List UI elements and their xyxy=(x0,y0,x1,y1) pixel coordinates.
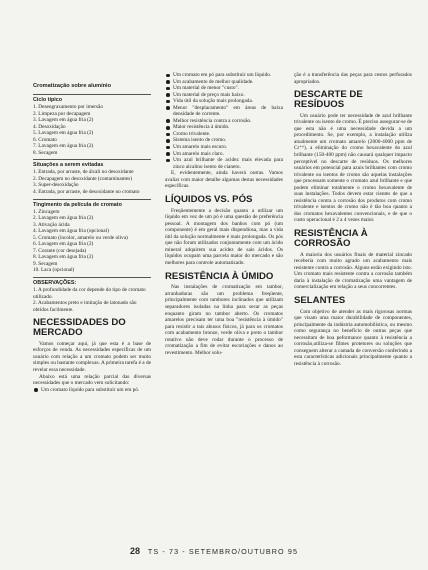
bullet-icon xyxy=(166,126,170,130)
bullet-text: Um material de preço mais baixo. xyxy=(173,91,245,98)
bullet-text: Um amarelo mais escuro. xyxy=(173,144,228,151)
info-box-line: 6. Cromato xyxy=(33,136,57,143)
page-number: 28 xyxy=(129,546,140,556)
section-heading: Cromatização sobre alumínio xyxy=(33,83,112,89)
info-box-line: 2. Acabamentos preto e imitação de latonado são obtidos facilmente. xyxy=(33,300,137,313)
bullet-icon xyxy=(34,388,38,392)
bullet-icon xyxy=(166,80,170,84)
bullet-icon xyxy=(166,146,170,150)
info-box-title: Situações a serem evitadas xyxy=(33,162,104,169)
bullet-text: Sistema isento de cromo. xyxy=(173,137,227,144)
bullet-icon xyxy=(166,87,170,91)
bullet-item xyxy=(165,105,283,118)
info-box-line: 1. Zincagem xyxy=(33,208,60,215)
body-paragraph: Abaixo está uma relação parcial das diversas necessidades que o mercado vem solicitando: xyxy=(33,373,151,387)
info-box-line: 2. Limpeza por decapagem xyxy=(33,110,91,117)
info-box-line: 2. Decapagem no desoxidante (contaminantes) xyxy=(33,175,132,182)
info-box-line: 3. Lavagem em água fria (2) xyxy=(33,117,94,124)
article-subheading: DESCARTE DE RESÍDUOS xyxy=(294,89,363,110)
info-box-title: Tingimento da película de cromato xyxy=(33,201,122,208)
bullet-text: Menor "desplacamento" em áreas de baixa densidade de corrente. xyxy=(173,104,283,118)
bullet-text: Melhor resistência contra a corrosão. xyxy=(173,117,252,124)
article-subheading: NECESSIDADES DO MERCADO xyxy=(33,317,126,339)
info-box-line: 1. Desengraxamento por imersão xyxy=(33,104,104,110)
body-paragraph: E, evidentemente, ainda haverá outras. Vamos avaliar com maior detalhe algumas destas necessidades específicas. xyxy=(165,170,283,190)
body-paragraph: Com objetivo de atender as mais rigorosas normas que visam uma maior durabilidade de componentes, principalmente da indústria automobilística, ou mesmo como segurança no benefício de outras peças que necessitam de boa peformance quanto à resistência a corrosão,utiliza-se filmes protetores ou soluções que conseguem alterar a camada de conversão conferindo a esta características adicionais principalmente quanto a resistência à corrosão. xyxy=(294,308,412,368)
info-box-line: 1. A profundidade da cor depende do tipo de cromato utilizado. xyxy=(33,287,146,300)
article-subheading: LÍQUIDOS VS. PÓS xyxy=(165,193,253,205)
spacer xyxy=(33,90,151,93)
page-footer xyxy=(0,546,428,556)
info-box-title: Ciclo típico xyxy=(33,97,63,103)
bullet-icon xyxy=(166,100,170,104)
info-box xyxy=(33,277,151,313)
info-box-line: 7. Corante (cor desejada) xyxy=(33,247,87,254)
bullet-icon xyxy=(166,93,170,97)
article-subheading: SELANTES xyxy=(294,294,346,306)
info-box-line: 6. Lavagem em água fria (2) xyxy=(33,241,94,248)
text-column-3 xyxy=(294,72,412,528)
bullet-item xyxy=(165,157,283,170)
body-paragraph: Um usuário pode ter necessidade de azul brilhante trivalente ou isento de cromo. É preciso assegurar-se de que esta não é uma necessidade devida a um procedimento. Se, por exemplo, a instalação utiliza atualmente um cromato amarelo (2000-4000 ppm de Cr⁺⁶), a eliminação do cromo hexavalente do azul brilhante (150-400 ppm) não causará qualquer impacto perceptível no descarte de resíduos. Os melhores usuários em potencial para azuis brilhantes com cromo trivalente ou isentos de cromo são aquelas instalações que processam somente o cromato azul brilhante e que podem eliminar totalmente o cromo hexavalente de suas instalações. Todos devem estar cientes de que a resistência contra a corrosão dos produtos com cromo trivalente e isentos de cromo não é tão boa quanto a dos cromatos hexavalentes convencionais, e de que o custo operacional é 2 a 4 vezes maior. xyxy=(294,112,412,224)
info-box-line: 9. Secagem xyxy=(33,260,58,267)
text-column-2 xyxy=(165,72,283,528)
info-box xyxy=(33,94,151,156)
box-rule xyxy=(33,277,151,278)
bullet-icon xyxy=(166,74,170,78)
body-paragraph: A maioria dos usuários finais de material zincado receberia com muito agrado um acabamento mais resistente contra a corrosão. Alguns estão exigindo isto. Um cromato mais resistente contra a corrosão também daria à instalação de cromatização uma vantagem de comercialização em relação a seus concorrentes. xyxy=(294,251,412,291)
text-column-1 xyxy=(33,83,151,528)
body-paragraph: ção é a transferência das peças para cestos perfurados apropriados. xyxy=(294,72,412,85)
info-box xyxy=(33,159,151,195)
info-box-line: 5. Cromato (incolor, amarelo ou verde oliva) xyxy=(33,234,128,241)
article-subheading: RESISTÊNCIA À ÚMIDO xyxy=(165,270,274,282)
issue-info: TS - 73 - SETEMBRO/OUTUBRO 95 xyxy=(147,547,299,556)
bullet-icon xyxy=(166,106,170,110)
bullet-text: Um acabamento de melhor qualidade. xyxy=(173,78,254,85)
info-box-line: 5. Lavagem em água fria (2) xyxy=(33,130,94,137)
bullet-text: Um azul brilhante de acidez mais elevada para zinco alcalino isento de cianeto. xyxy=(173,157,283,170)
bullet-icon xyxy=(166,139,170,143)
box-rule xyxy=(33,159,151,160)
info-box-line: 3. Ativação ácida xyxy=(33,221,70,228)
info-box-line: 10. Laca (opcional) xyxy=(33,267,75,274)
bullet-text: Um amarelo mais claro. xyxy=(173,150,224,157)
bullet-text: Cromo trivalente. xyxy=(173,130,211,137)
info-box-title: OBSERVAÇÕES: xyxy=(33,280,77,287)
info-box-line: 1. Entrada, por arraste, de álcali no desoxidante xyxy=(33,169,134,176)
bullet-icon xyxy=(166,152,170,156)
info-box-line: 2. Lavagem em água fria (2) xyxy=(33,215,94,222)
bullet-text: Um cromato em pó para substituir um líquido. xyxy=(173,72,272,78)
info-box-line: 4. Lavagem em água fria (opcional) xyxy=(33,228,109,235)
info-box-line: 7. Lavagem em água fria (2) xyxy=(33,143,94,150)
bullet-icon xyxy=(166,159,170,163)
info-box xyxy=(33,199,151,274)
info-box-line: 8. Lavagem em água fria (2) xyxy=(33,254,94,261)
bullet-icon xyxy=(166,133,170,137)
box-rule xyxy=(33,94,151,95)
info-box-line: 4. Desoxidação xyxy=(33,123,66,130)
box-rule xyxy=(33,199,151,200)
info-box-line: 3. Super-desoxidação xyxy=(33,182,79,189)
bullet-text: Um material de menor "custo". xyxy=(173,85,239,92)
bullet-icon xyxy=(166,119,170,123)
bullet-text: Um cromato líquido para substituir um em pó. xyxy=(41,386,140,393)
body-paragraph: Nas instalações de cromatização em tambor, arranhaduras são um problema freqüente, principalmente com tambores inclinados que utilizam separadores isoladas na linha para secar as peças enquanto giram no tambor aberto. Os cromatos amarelos precisam ter uma boa "resistência à úmido" para resistir a tais abusos físicos, já para os cromatos com acabamento bronze, verde oliva e preto o tambor rotativo não deve rodar durante o processo de cromatização a fim de evitar escoriações e danos ao revestimento. Melhor solu- xyxy=(165,284,283,356)
info-box-line: 4. Entrada, por arraste, de desoxidante no cromato xyxy=(33,189,140,196)
bullet-text: Vida útil da solução mais prolongada. xyxy=(173,98,253,105)
body-paragraph: Vamos começar aqui, já que esta é a base de esforços de venda. As necessidades específicas de um usuário com relação a um cromato podem ser muito simples ou bastante complexas. A primeira tarefa é a de revelar essa necessidade. xyxy=(33,340,151,373)
body-paragraph: Freqüentemente a decisão quanto a utilizar um líquido em vez de um pó é uma questão de preferência pessoal. A montagem dos banhos com pó (um componente) é em geral mais dispendiosa, mas a vida útil da solução normalmente é mais prolongada. Os pós que não foram utilizados conjuntamente com um ácido mineral adquirem sua acidez de sais ácidos. Os líquidos ocupam uma parcela maior do mercado e são melhores para controle automatizado. xyxy=(165,207,283,267)
bullet-item xyxy=(33,387,151,394)
bullet-text: Maior resistência à úmido. xyxy=(173,124,230,131)
info-box-line: 8. Secagem xyxy=(33,149,58,156)
article-subheading: RESISTÊNCIA À CORROSÃO xyxy=(294,227,368,249)
